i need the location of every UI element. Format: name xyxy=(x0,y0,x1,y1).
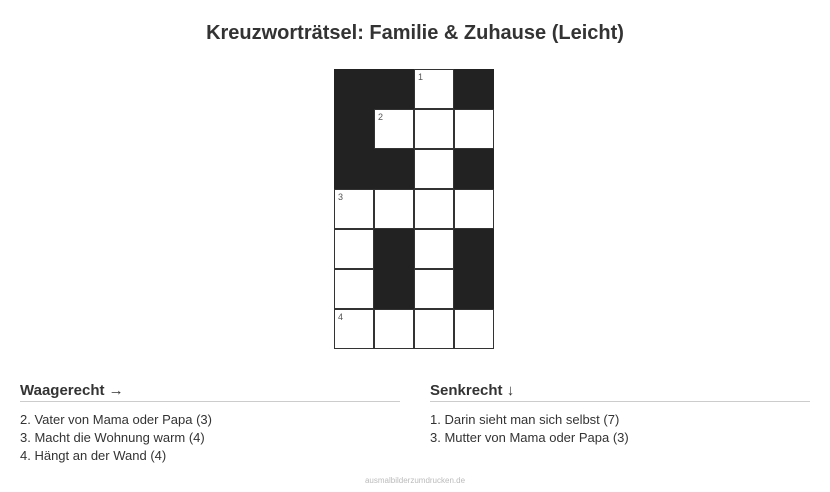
grid-block-cell xyxy=(454,149,494,189)
grid-block-cell xyxy=(374,229,414,269)
grid-answer-cell[interactable] xyxy=(454,109,494,149)
cell-number-label: 2 xyxy=(378,112,384,122)
page-title: Kreuzworträtsel: Familie & Zuhause (Leicht) xyxy=(206,22,624,44)
crossword-grid xyxy=(334,69,495,350)
grid-block-cell xyxy=(334,149,374,189)
across-heading: Waagerecht → xyxy=(20,382,400,402)
grid-answer-cell[interactable] xyxy=(334,269,374,309)
clue-across-2: 2. Vater von Mama oder Papa (3) xyxy=(20,412,212,427)
grid-answer-cell[interactable] xyxy=(414,309,454,349)
down-clues-section xyxy=(430,382,810,447)
grid-block-cell xyxy=(454,269,494,309)
grid-answer-cell[interactable] xyxy=(414,189,454,229)
grid-block-cell xyxy=(454,229,494,269)
cell-number-label: 1 xyxy=(418,72,424,82)
cell-number-label: 3 xyxy=(338,192,344,202)
clue-across-4: 4. Hängt an der Wand (4) xyxy=(20,448,167,463)
grid-block-cell xyxy=(374,269,414,309)
grid-block-cell xyxy=(334,109,374,149)
grid-answer-cell[interactable] xyxy=(334,309,374,349)
grid-answer-cell[interactable] xyxy=(334,189,374,229)
down-clue-list xyxy=(430,411,810,447)
clue-down-1: 1. Darin sieht man sich selbst (7) xyxy=(430,412,620,427)
grid-answer-cell[interactable] xyxy=(414,269,454,309)
grid-answer-cell[interactable] xyxy=(374,109,414,149)
cell-number-label: 4 xyxy=(338,312,344,322)
across-clue-list xyxy=(20,411,400,465)
down-heading: Senkrecht ↓ xyxy=(430,382,810,402)
clue-across-3: 3. Macht die Wohnung warm (4) xyxy=(20,430,205,445)
grid-answer-cell[interactable] xyxy=(454,189,494,229)
grid-answer-cell[interactable] xyxy=(414,109,454,149)
across-clues-section xyxy=(20,382,400,465)
grid-answer-cell[interactable] xyxy=(414,229,454,269)
grid-answer-cell[interactable] xyxy=(414,69,454,109)
footer-credit: ausmalbilderzumdrucken.de xyxy=(364,476,466,485)
grid-block-cell xyxy=(374,69,414,109)
grid-answer-cell[interactable] xyxy=(414,149,454,189)
grid-answer-cell[interactable] xyxy=(374,309,414,349)
grid-block-cell xyxy=(374,149,414,189)
grid-answer-cell[interactable] xyxy=(374,189,414,229)
grid-answer-cell[interactable] xyxy=(454,309,494,349)
clue-down-3: 3. Mutter von Mama oder Papa (3) xyxy=(430,430,629,445)
grid-block-cell xyxy=(334,69,374,109)
grid-answer-cell[interactable] xyxy=(334,229,374,269)
grid-block-cell xyxy=(454,69,494,109)
